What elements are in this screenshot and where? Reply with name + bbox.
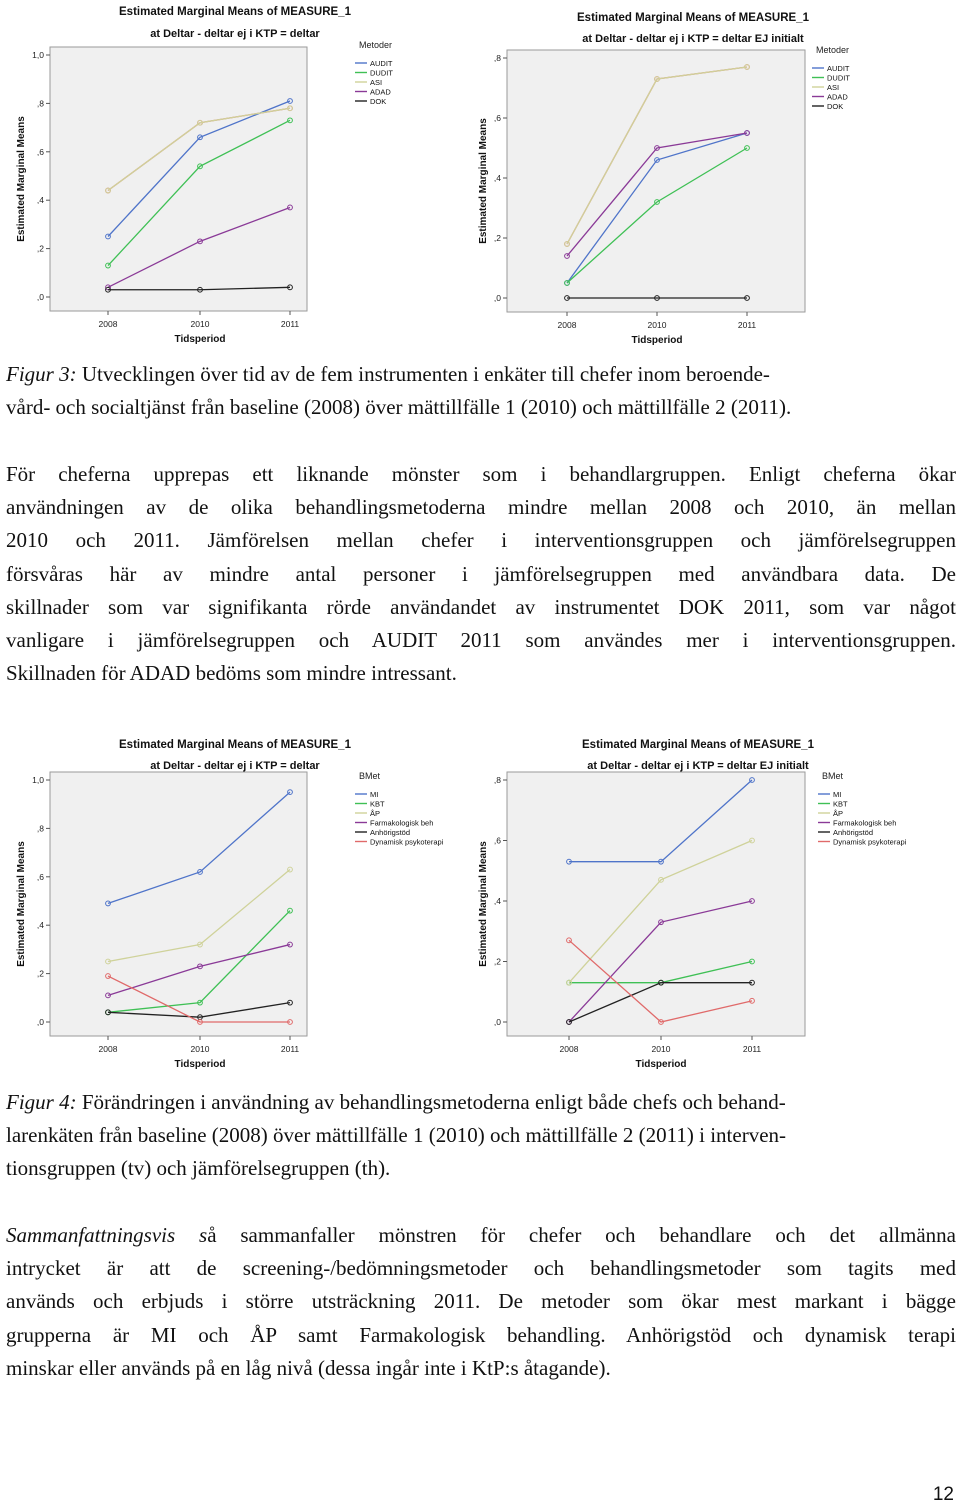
plot-area [50,47,307,311]
figure3-chart-left [0,0,470,348]
x-axis-label: Tidsperiod [174,334,226,345]
chart-subtitle: at Deltar - deltar ej i KTP = deltar [150,760,320,772]
chart-title: Estimated Marginal Means of MEASURE_1 [119,6,351,18]
paragraph-2-line: intrycket är att de screening-/bedömningsmetoder och behandlingsmetoder som tagits med [6,1256,956,1281]
chart-title: Estimated Marginal Means of MEASURE_1 [119,739,351,751]
figure3-chart-right-svg [470,0,960,348]
paragraph-1-line: försvåras här av mindre antal personer i jämförelsegruppen med användbara data. De [6,561,956,586]
legend-label: KBT [833,799,848,809]
legend-label: Farmakologisk beh [833,818,897,828]
figure3-caption [6,358,956,424]
figure4-chart-left-svg [0,727,470,1075]
y-tick-label: ,2 [493,233,501,243]
figure3-caption-line1: Utvecklingen över tid av de fem instrumenten i enkäter till chefer inom beroende- [76,362,770,386]
paragraph-1 [6,458,956,690]
y-axis-label: Estimated Marginal Means [16,116,27,242]
paragraph-2 [6,1219,956,1385]
y-tick-label: ,2 [36,968,44,979]
legend-label: MI [370,790,379,799]
legend-label: AUDIT [370,59,393,68]
legend-label: Anhörigstöd [833,828,874,837]
legend-label: AUDIT [827,64,850,73]
y-tick-label: ,4 [36,920,44,931]
legend-label: MI [833,790,842,799]
y-tick-label: ,8 [36,98,44,109]
y-tick-label: ,4 [493,896,501,906]
legend-label: DUDIT [370,68,393,78]
chart-subtitle: at Deltar - deltar ej i KTP = deltar [150,28,320,40]
chart-title: Estimated Marginal Means of MEASURE_1 [577,12,809,24]
y-tick-label: ,8 [493,775,501,785]
y-tick-label: 1,0 [32,50,44,60]
y-axis-label: Estimated Marginal Means [478,118,489,244]
y-tick-label: ,0 [36,292,44,302]
x-tick-label: 2008 [559,1044,579,1054]
figure4-caption-line1: Förändringen i användning av behandlingsmetoderna enligt både chefs och behand- [76,1090,786,1114]
paragraph-1-line: 2010 och 2011. Jämförelsen mellan chefer i interventionsgruppen och jämförelsegruppen [6,528,956,553]
legend-label: DUDIT [827,73,850,83]
legend-label: ÅP [833,809,844,818]
paragraph-1-last-line: Skillnaden för ADAD bedöms som mindre intressant. [6,661,457,686]
x-tick-label: 2011 [280,1044,300,1054]
y-tick-label: ,0 [493,1017,501,1027]
legend-label: Farmakologisk beh [370,818,434,828]
x-tick-label: 2010 [651,1044,671,1054]
legend-title: Metoder [816,45,850,55]
chart-subtitle: at Deltar - deltar ej i KTP = deltar EJ initialt [587,760,809,772]
legend-label: ASI [370,78,383,87]
legend-label: ÅP [370,809,381,818]
chart-subtitle: at Deltar - deltar ej i KTP = deltar EJ initialt [582,33,804,45]
y-tick-label: ,6 [36,871,44,882]
figure3-caption-label: Figur 3: [6,362,77,386]
x-tick-label: 2010 [647,320,667,330]
y-tick-label: ,2 [493,956,501,967]
paragraph-2-line: används och erbjuds i större utsträckning 2011. De metoder som ökar mest markant i bägge [6,1289,956,1314]
paragraph-1-line: skillnader som var signifikanta rörde användandet av instrumentet DOK 2011, som var något [6,594,956,619]
x-tick-label: 2011 [742,1044,762,1054]
y-tick-label: ,8 [36,823,44,834]
paragraph-1-line: För cheferna upprepas ett liknande mönster som i behandlargruppen. Enligt cheferna ökar [6,462,956,486]
x-tick-label: 2010 [190,319,210,329]
paragraph-2-line1-rest: å sammanfaller mönstren för chefer och behandlare och det allmänna [207,1223,956,1247]
legend-title: Metoder [359,40,393,50]
legend-title: BMet [822,771,844,781]
y-axis-label: Estimated Marginal Means [16,841,27,967]
y-tick-label: ,0 [493,293,501,303]
legend-label: ADAD [370,87,391,97]
figure4-caption [6,1086,956,1186]
x-tick-label: 2011 [737,320,757,330]
y-tick-label: ,0 [36,1017,44,1027]
figure4-caption-line3: tionsgruppen (tv) och jämförelsegruppen (th). [6,1156,391,1181]
x-tick-label: 2010 [190,1044,210,1054]
legend-label: Dynamisk psykoterapi [833,837,907,847]
legend-label: ASI [827,83,840,92]
legend-label: ADAD [827,92,848,102]
figure4-caption-line2: larenkäten från baseline (2008) över mättillfälle 1 (2010) och mättillfälle 2 (2011) i interven- [6,1123,787,1148]
figure4-chart-left [0,727,470,1075]
legend-label: DOK [370,97,387,106]
y-tick-label: ,4 [493,173,501,183]
y-axis-label: Estimated Marginal Means [478,841,489,967]
plot-area [507,772,805,1036]
figure3-caption-line2: vård- och socialtjänst från baseline (2008) över mättillfälle 1 (2010) och mättillfälle 2 (2011). [6,395,792,420]
figure4-chart-right-svg [470,727,960,1075]
y-tick-label: 1,0 [32,775,44,785]
paragraph-2-last-line: minskar eller används på en låg nivå (dessa ingår inte i KtP:s åtagande). [6,1355,611,1380]
chart-title: Estimated Marginal Means of MEASURE_1 [582,739,814,751]
y-tick-label: ,8 [493,53,501,63]
y-tick-label: ,2 [36,243,44,254]
x-axis-label: Tidsperiod [631,335,683,346]
figure4-chart-right [470,727,960,1075]
y-tick-label: ,6 [36,146,44,157]
paragraph-2-lead: Sammanfattningsvis s [6,1223,208,1247]
figure3-chart-right [470,0,960,348]
x-tick-label: 2011 [280,319,300,329]
legend-label: Anhörigstöd [370,828,411,837]
x-tick-label: 2008 [98,1044,118,1054]
page-number: 12 [932,1484,954,1505]
legend-title: BMet [359,771,381,781]
paragraph-1-line: vanligare i jämförelsegruppen och AUDIT 2011 som användes mer i interventionsgruppen. [6,628,956,653]
x-tick-label: 2008 [98,319,118,329]
figure3-chart-left-svg [0,0,470,348]
y-tick-label: ,4 [36,195,44,206]
paragraph-1-line: användningen av de olika behandlingsmetoderna mindre mellan 2008 och 2010, än mellan [6,495,956,520]
y-tick-label: ,6 [493,835,501,846]
paragraph-2-line: grupperna är MI och ÅP samt Farmakologisk behandling. Anhörigstöd och dynamisk terapi [6,1322,956,1347]
legend-label: Dynamisk psykoterapi [370,837,444,847]
legend-label: DOK [827,102,844,111]
x-axis-label: Tidsperiod [174,1059,226,1070]
x-axis-label: Tidsperiod [635,1059,687,1070]
x-tick-label: 2008 [557,320,577,330]
plot-area [507,50,805,312]
y-tick-label: ,6 [493,113,501,123]
legend-label: KBT [370,799,385,809]
figure4-caption-label: Figur 4: [6,1090,77,1114]
